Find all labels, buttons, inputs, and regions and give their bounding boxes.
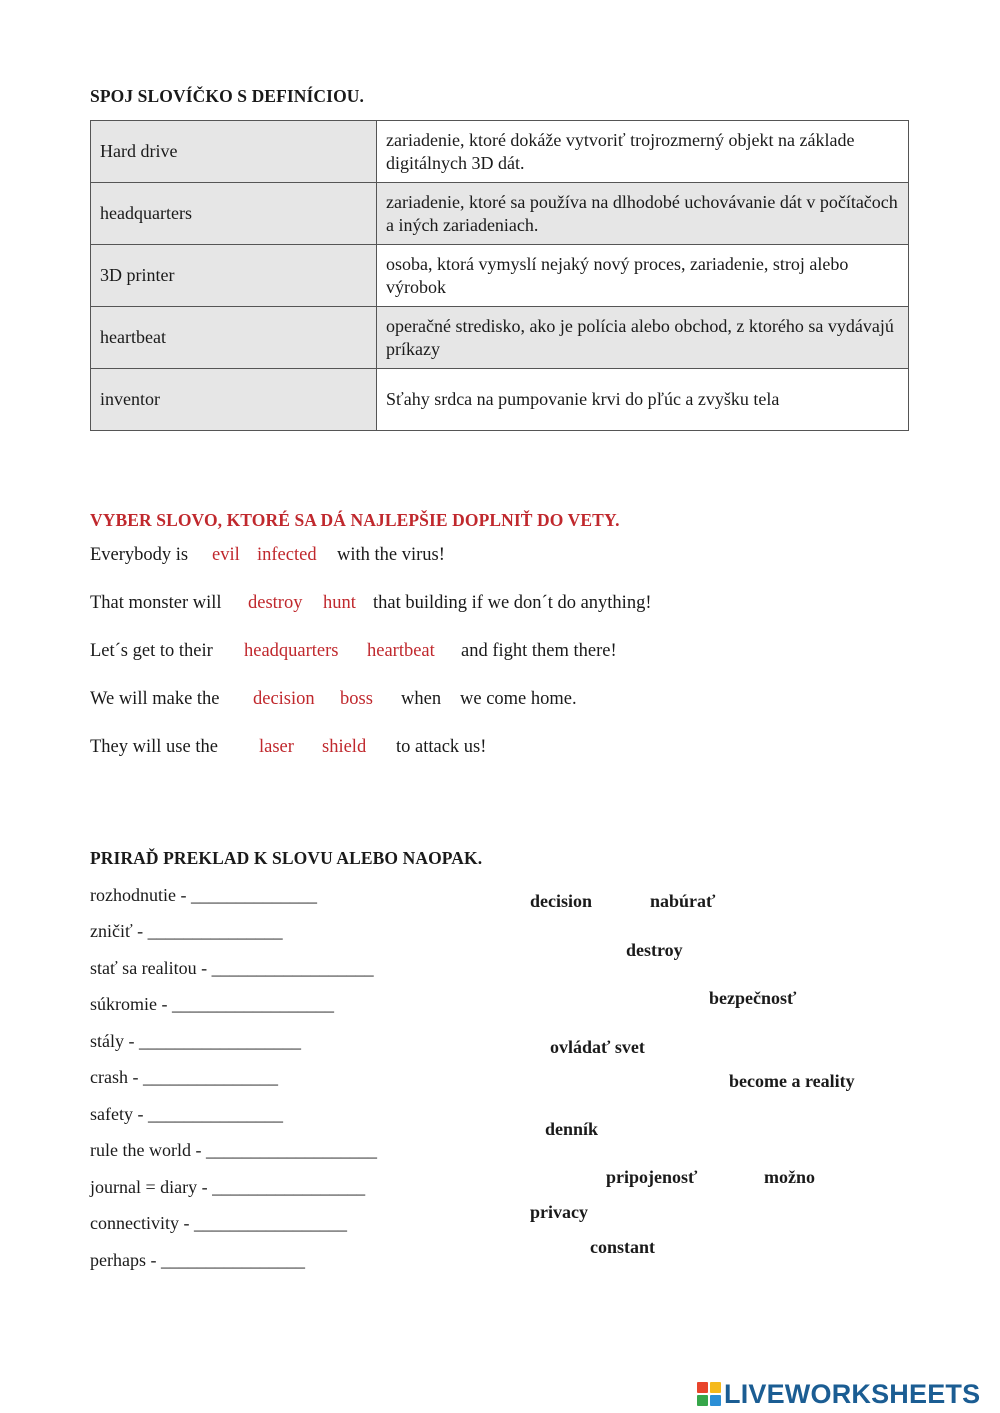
option-word[interactable]: boss <box>340 689 373 709</box>
table-definition[interactable]: zariadenie, ktoré dokáže vytvoriť trojrozmerný objekt na základe digitálnych 3D dát. <box>377 121 909 183</box>
sentence-text: with the virus! <box>337 545 445 565</box>
sentence-text: and fight them there! <box>461 641 617 661</box>
option-word[interactable]: evil <box>212 545 240 565</box>
logo-tile <box>710 1382 721 1393</box>
logo-tile <box>710 1395 721 1406</box>
logo-tiles <box>697 1382 721 1406</box>
word-bank-item[interactable]: destroy <box>626 940 683 960</box>
answer-blank[interactable]: _______________ <box>147 921 283 941</box>
matching-table <box>90 120 909 431</box>
prompt-text: rule the world - <box>90 1140 202 1160</box>
prompt-text: perhaps - <box>90 1250 157 1270</box>
option-word[interactable]: hunt <box>323 593 356 613</box>
word-bank-item[interactable]: bezpečnosť <box>709 988 797 1008</box>
sentence-text: to attack us! <box>396 737 487 757</box>
sentence-text: Everybody is <box>90 545 189 565</box>
answer-blank[interactable]: _________________ <box>193 1213 347 1233</box>
answer-blank[interactable]: _______________ <box>147 1104 283 1124</box>
translation-item <box>90 1213 347 1234</box>
answer-blank[interactable]: __________________ <box>211 958 374 978</box>
table-word[interactable]: Hard drive <box>91 121 377 183</box>
prompt-text: stály - <box>90 1031 135 1051</box>
table-definition[interactable]: zariadenie, ktoré sa používa na dlhodobé uchovávanie dát v počítačoch a iných zariadeniach. <box>377 183 909 245</box>
table-definition[interactable]: Sťahy srdca na pumpovanie krvi do pľúc a zvyšku tela <box>377 369 909 431</box>
logo-tile <box>697 1382 708 1393</box>
sentence-text: Let´s get to their <box>90 641 213 661</box>
sentence-text: That monster will <box>90 593 222 613</box>
prompt-text: rozhodnutie - <box>90 885 187 905</box>
translation-item <box>90 994 334 1015</box>
answer-blank[interactable]: ________________ <box>160 1250 305 1270</box>
answer-blank[interactable]: _______________ <box>142 1067 278 1087</box>
translation-item <box>90 1250 305 1271</box>
table-definition[interactable]: osoba, ktorá vymyslí nejaký nový proces, zariadenie, stroj alebo výrobok <box>377 245 909 307</box>
translation-item <box>90 1104 283 1125</box>
translation-item <box>90 1177 365 1198</box>
prompt-text: safety - <box>90 1104 144 1124</box>
translation-item <box>90 1140 377 1161</box>
answer-blank[interactable]: _________________ <box>212 1177 366 1197</box>
section1-title: SPOJ SLOVÍČKO S DEFINÍCIOU. <box>90 86 365 106</box>
table-row <box>91 245 909 307</box>
prompt-text: stať sa realitou - <box>90 958 208 978</box>
table-word[interactable]: 3D printer <box>91 245 377 307</box>
table-definition[interactable]: operačné stredisko, ako je polícia alebo obchod, z ktorého sa vydávajú príkazy <box>377 307 909 369</box>
answer-blank[interactable]: __________________ <box>139 1031 301 1051</box>
word-bank-item[interactable]: decision <box>530 891 593 911</box>
translation-item <box>90 921 283 942</box>
prompt-text: journal = diary - <box>90 1177 208 1197</box>
option-word[interactable]: heartbeat <box>367 641 435 661</box>
table-row <box>91 307 909 369</box>
section3-title: PRIRAĎ PREKLAD K SLOVU ALEBO NAOPAK. <box>90 848 483 868</box>
option-word[interactable]: destroy <box>248 593 303 613</box>
translation-item <box>90 885 317 906</box>
sentence-text: when <box>401 689 442 709</box>
liveworksheets-logo <box>697 1379 980 1409</box>
option-word[interactable]: shield <box>322 737 367 757</box>
answer-blank[interactable]: ______________ <box>190 885 317 905</box>
translation-item <box>90 1067 278 1088</box>
translation-item <box>90 1031 301 1052</box>
table-row <box>91 369 909 431</box>
word-bank-item[interactable]: možno <box>764 1167 815 1187</box>
answer-blank[interactable]: ___________________ <box>205 1140 377 1160</box>
table-row <box>91 183 909 245</box>
translation-item <box>90 958 374 979</box>
word-bank-item[interactable]: nabúrať <box>650 891 716 911</box>
sentence-text: We will make the <box>90 689 220 709</box>
table-word[interactable]: headquarters <box>91 183 377 245</box>
option-word[interactable]: decision <box>253 689 315 709</box>
prompt-text: súkromie - <box>90 994 168 1014</box>
word-bank-item[interactable]: denník <box>545 1119 599 1139</box>
sentence-text: They will use the <box>90 737 218 757</box>
logo-text: LIVEWORKSHEETS <box>724 1378 981 1409</box>
table-word[interactable]: inventor <box>91 369 377 431</box>
word-bank-item[interactable]: pripojenosť <box>606 1167 698 1187</box>
word-bank-item[interactable]: ovládať svet <box>550 1037 645 1057</box>
option-word[interactable]: infected <box>257 545 317 565</box>
prompt-text: connectivity - <box>90 1213 190 1233</box>
section2-title: VYBER SLOVO, KTORÉ SA DÁ NAJLEPŠIE DOPLNIŤ DO VETY. <box>90 510 620 530</box>
prompt-text: zničiť - <box>90 921 144 941</box>
option-word[interactable]: headquarters <box>244 641 339 661</box>
answer-blank[interactable]: __________________ <box>171 994 334 1014</box>
logo-tile <box>697 1395 708 1406</box>
table-row <box>91 121 909 183</box>
word-bank-item[interactable]: privacy <box>530 1202 588 1222</box>
prompt-text: crash - <box>90 1067 139 1087</box>
sentence-text: we come home. <box>460 689 577 709</box>
sentence-text: that building if we don´t do anything! <box>373 593 652 613</box>
word-bank-item[interactable]: become a reality <box>729 1071 855 1091</box>
word-bank-item[interactable]: constant <box>590 1237 656 1257</box>
option-word[interactable]: laser <box>259 737 294 757</box>
table-word[interactable]: heartbeat <box>91 307 377 369</box>
